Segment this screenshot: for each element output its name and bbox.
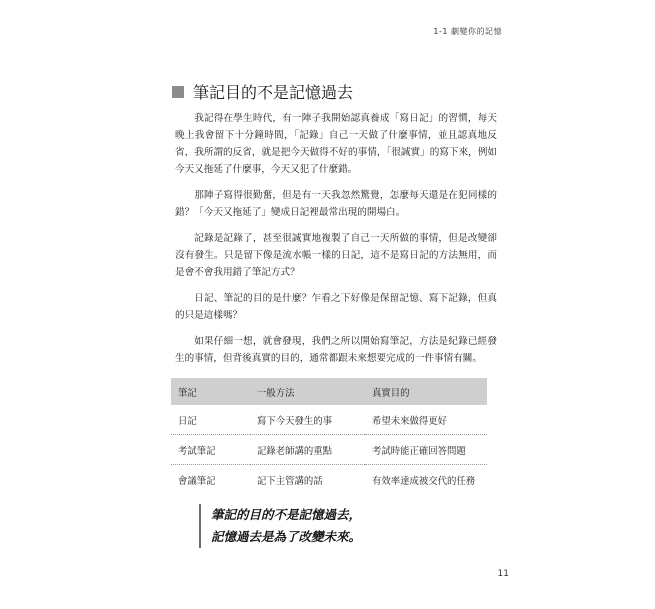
table-row	[171, 405, 487, 435]
table-cell: 考試筆記	[171, 435, 250, 465]
notes-comparison-table	[171, 378, 487, 494]
paragraph: 如果仔細一想，就會發現，我們之所以開始寫筆記，方法是紀錄已經發生的事情，但背後真實的目的，通常都跟未來想要完成的一件事情有關。	[175, 336, 497, 364]
heading-square-icon	[172, 86, 184, 98]
section-heading	[172, 80, 353, 103]
body-text	[175, 110, 497, 376]
table-cell: 會議筆記	[178, 475, 216, 487]
paragraph: 那陣子寫得很勤奮，但是有一天我忽然驚覺，怎麼每天還是在犯同樣的錯？「今天又拖延了」變成日記裡最常出現的開場白。	[175, 190, 497, 218]
table-cell: 記下主管講的話	[257, 475, 323, 487]
table-row	[171, 435, 487, 465]
table-row	[171, 465, 487, 495]
quote-line: 筆記的目的不是記憶過去，	[211, 507, 362, 522]
column-header: 一般方法	[250, 378, 365, 405]
table-cell: 寫下今天發生的事	[250, 405, 365, 435]
quote-line: 記憶過去是為了改變未來。	[211, 529, 362, 544]
table-cell: 日記	[171, 405, 250, 435]
running-header: 1-1 劇變你的記憶	[433, 27, 502, 36]
table-cell: 希望未來做得更好	[365, 405, 487, 435]
table-cell: 記錄老師講的重點	[250, 435, 365, 465]
pull-quote	[199, 504, 361, 548]
page-number: 11	[497, 569, 509, 579]
table-cell: 考試時能正確回答問題	[365, 435, 487, 465]
paragraph: 日記、筆記的目的是什麼？乍看之下好像是保留記憶、寫下記錄，但真的只是這樣嗎？	[175, 293, 497, 321]
paragraph: 我記得在學生時代，有一陣子我開始認真養成「寫日記」的習慣，每天晚上我會留下十分鐘時間，「記錄」自己一天做了什麼事情，並且認真地反省，我所謂的反省，就是把今天做得不好的事情，「很誠實」的寫下來，例如今天又拖延了什麼事，今天又犯了什麼錯。	[175, 113, 497, 175]
table-header-row	[171, 378, 487, 405]
table-cell: 有效率達成被交代的任務	[372, 475, 476, 487]
paragraph: 記錄是記錄了，甚至很誠實地複製了自己一天所做的事情，但是改變卻沒有發生。只是留下像是流水帳一樣的日記，這不是寫日記的方法無用，而是會不會我用錯了筆記方式？	[175, 233, 497, 278]
column-header: 真實目的	[365, 378, 487, 405]
column-header: 筆記	[171, 378, 250, 405]
section-title: 筆記目的不是記憶過去	[193, 83, 354, 102]
